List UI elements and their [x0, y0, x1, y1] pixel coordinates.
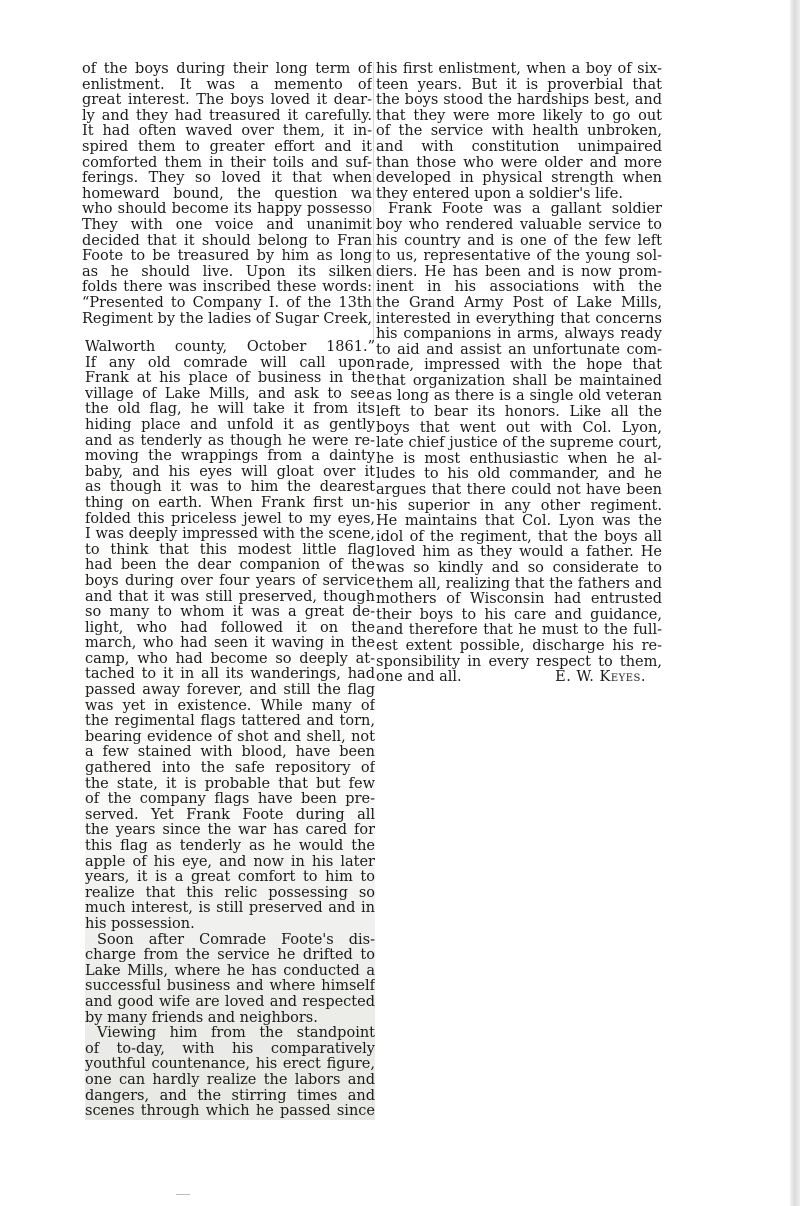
text-line: his companions in arms, always ready: [376, 327, 662, 343]
text-line: folded this priceless jewel to my eyes,: [85, 511, 375, 527]
text-line: the state, it is probable that but few: [85, 776, 375, 792]
text-line: It had often waved over them, it in-: [82, 124, 372, 140]
text-line: I was deeply impressed with the scene,: [85, 527, 375, 543]
text-line: gathered into the safe repository of: [85, 761, 375, 777]
text-line: the Grand Army Post of Lake Mills,: [376, 295, 662, 311]
text-line: argues that there could not have been: [376, 483, 662, 499]
text-line: spired them to greater effort and it: [82, 139, 372, 155]
text-line: Regiment by the ladies of Sugar Creek,: [82, 311, 372, 327]
text-line: Lake Mills, where he has conducted a: [85, 963, 375, 979]
text-line: their boys to his care and guidance,: [376, 607, 662, 623]
text-line: who should become its happy possesso: [82, 202, 372, 218]
text-line: was so kindly and so considerate to: [376, 561, 662, 576]
text-line: inent in his associations with the: [376, 280, 662, 296]
text-line: he is most enthusiastic when he al-: [376, 451, 662, 467]
text-line: of to-day, with his comparatively: [85, 1041, 375, 1057]
text-line: as though it was to him the dearest: [85, 480, 375, 496]
text-line: village of Lake Mills, and ask to see: [85, 386, 375, 402]
text-line: loved him as they would a father. He: [376, 545, 662, 561]
text-line: passed away forever, and still the flag: [85, 683, 375, 699]
author-signature: E. W. Keyes.: [555, 669, 646, 686]
text-line: developed in physical strength when: [376, 171, 662, 187]
text-line: light, who had followed it on the: [85, 620, 375, 636]
text-line: of the boys during their long term of: [82, 62, 372, 77]
text-line: that they were more likely to go out: [376, 108, 662, 124]
text-line: charge from the service he drifted to: [85, 948, 375, 964]
text-line: to us, representative of the young sol-: [376, 249, 662, 265]
text-line: to aid and assist an unfortunate com-: [376, 342, 662, 358]
text-line: had been the dear companion of the: [85, 558, 375, 574]
text-line: the old flag, he will take it from its: [85, 402, 375, 418]
text-line: as long as there is a single old veteran: [376, 389, 662, 405]
text-line: homeward bound, the question wa: [82, 186, 372, 202]
text-line: ly and they had treasured it carefully.: [82, 108, 372, 124]
closing-text: one and all.: [376, 669, 462, 686]
text-line: and good wife are loved and respected: [85, 994, 375, 1010]
left-column-top: [82, 62, 372, 327]
text-line: tached to it in all its wanderings, had: [85, 667, 375, 683]
text-line: “Presented to Company I. of the 13th: [82, 295, 372, 311]
text-line: youthful countenance, his erect figure,: [85, 1057, 375, 1073]
text-line: apple of his eye, and now in his later: [85, 854, 375, 870]
text-line: they entered upon a soldier's life.: [376, 186, 623, 202]
text-line: and with constitution unimpaired: [376, 139, 662, 155]
text-line: left to bear its honors. Like all the: [376, 405, 662, 421]
text-line: great interest. The boys loved it dear-: [82, 93, 372, 109]
text-line: est extent possible, discharge his re-: [376, 638, 662, 654]
text-line: of the company flags have been pre-: [85, 792, 375, 808]
text-line: boy who rendered valuable service to: [376, 217, 662, 233]
text-line: Walworth county, October 1861.”: [85, 340, 375, 355]
text-line: and that it was still preserved, though: [85, 589, 375, 605]
text-line: interested in everything that concerns: [376, 311, 662, 327]
text-line: rade, impressed with the hope that: [376, 358, 662, 374]
text-line: so many to whom it was a great de-: [85, 605, 375, 621]
text-line: comforted them in their toils and suf-: [82, 155, 372, 171]
text-line: and as tenderly as though he were re-: [85, 433, 375, 449]
text-line: the regimental flags tattered and torn,: [85, 714, 375, 730]
text-line: teen years. But it is proverbial that: [376, 77, 662, 93]
page-edge-shadow: [790, 0, 800, 1206]
text-line: Viewing him from the standpoint: [97, 1026, 375, 1042]
left-column-bottom: [85, 340, 375, 1120]
text-line: this flag as tenderly as he would the: [85, 839, 375, 854]
text-line: Frank at his place of business in the: [85, 371, 375, 387]
text-line: of the service with health unbroken,: [376, 124, 662, 140]
text-line: bearing evidence of shot and shell, not: [85, 729, 375, 745]
text-line: much interest, is still preserved and in: [85, 901, 375, 917]
text-line: Frank Foote was a gallant soldier: [388, 202, 662, 218]
text-line: his first enlistment, when a boy of six-: [376, 62, 662, 77]
text-line: the boys stood the hardships best, and: [376, 93, 662, 109]
text-line: and therefore that he must to the full-: [376, 623, 662, 639]
text-line: sponsibility in every respect to them,: [376, 654, 662, 670]
text-line: his country and is one of the few left: [376, 233, 662, 249]
text-line: camp, who had become so deeply at-: [85, 651, 375, 667]
text-line: than those who were older and more: [376, 155, 662, 171]
text-line: ludes to his old commander, and he: [376, 467, 662, 483]
text-line: one can hardly realize the labors and: [85, 1072, 375, 1088]
text-line: He maintains that Col. Lyon was the: [376, 514, 662, 530]
text-line: them all, realizing that the fathers and: [376, 576, 662, 592]
text-line: decided that it should belong to Fran: [82, 233, 372, 249]
text-line: by many friends and neighbors.: [85, 1010, 318, 1026]
text-line: scenes through which he passed since: [85, 1104, 375, 1120]
text-line: as he should live. Upon its silken: [82, 264, 372, 280]
text-line: realize that this relic possessing so: [85, 885, 375, 901]
text-line: his superior in any other regiment.: [376, 498, 662, 514]
text-line: ferings. They so loved it that when: [82, 171, 372, 187]
closing-line: [376, 670, 646, 686]
text-line: was yet in existence. While many of: [85, 698, 375, 714]
text-line: a few stained with blood, have been: [85, 745, 375, 761]
text-line: boys that went out with Col. Lyon,: [376, 420, 662, 436]
text-line: mothers of Wisconsin had entrusted: [376, 592, 662, 608]
text-line: that organization shall be maintained: [376, 373, 662, 389]
text-line: thing on earth. When Frank first un-: [85, 495, 375, 511]
text-line: boys during over four years of service: [85, 573, 375, 589]
text-line: to think that this modest little flag: [85, 542, 375, 558]
text-line: served. Yet Frank Foote during all: [85, 807, 375, 823]
text-line: years, it is a great comfort to him to: [85, 870, 375, 886]
text-line: dangers, and the stirring times and: [85, 1088, 375, 1104]
text-line: enlistment. It was a memento of: [82, 77, 372, 93]
text-line: the years since the war has cared for: [85, 823, 375, 839]
right-column: [376, 62, 662, 686]
text-line: late chief justice of the supreme court,: [376, 436, 662, 452]
text-line: diers. He has been and is now prom-: [376, 264, 662, 280]
page-mark: [176, 1194, 190, 1199]
text-line: baby, and his eyes will gloat over it: [85, 464, 375, 480]
text-line: his possession.: [85, 916, 195, 932]
text-line: folds there was inscribed these words:: [82, 280, 372, 296]
text-line: If any old comrade will call upon: [85, 355, 375, 371]
text-line: idol of the regiment, that the boys all: [376, 529, 662, 545]
text-line: hiding place and unfold it as gently: [85, 417, 375, 433]
text-line: moving the wrappings from a dainty: [85, 449, 375, 465]
text-line: Foote to be treasured by him as long: [82, 249, 372, 265]
text-line: They with one voice and unanimit: [82, 217, 372, 233]
text-line: Soon after Comrade Foote's dis-: [97, 932, 375, 948]
text-line: march, who had seen it waving in the: [85, 636, 375, 652]
text-line: successful business and where himself: [85, 979, 375, 995]
